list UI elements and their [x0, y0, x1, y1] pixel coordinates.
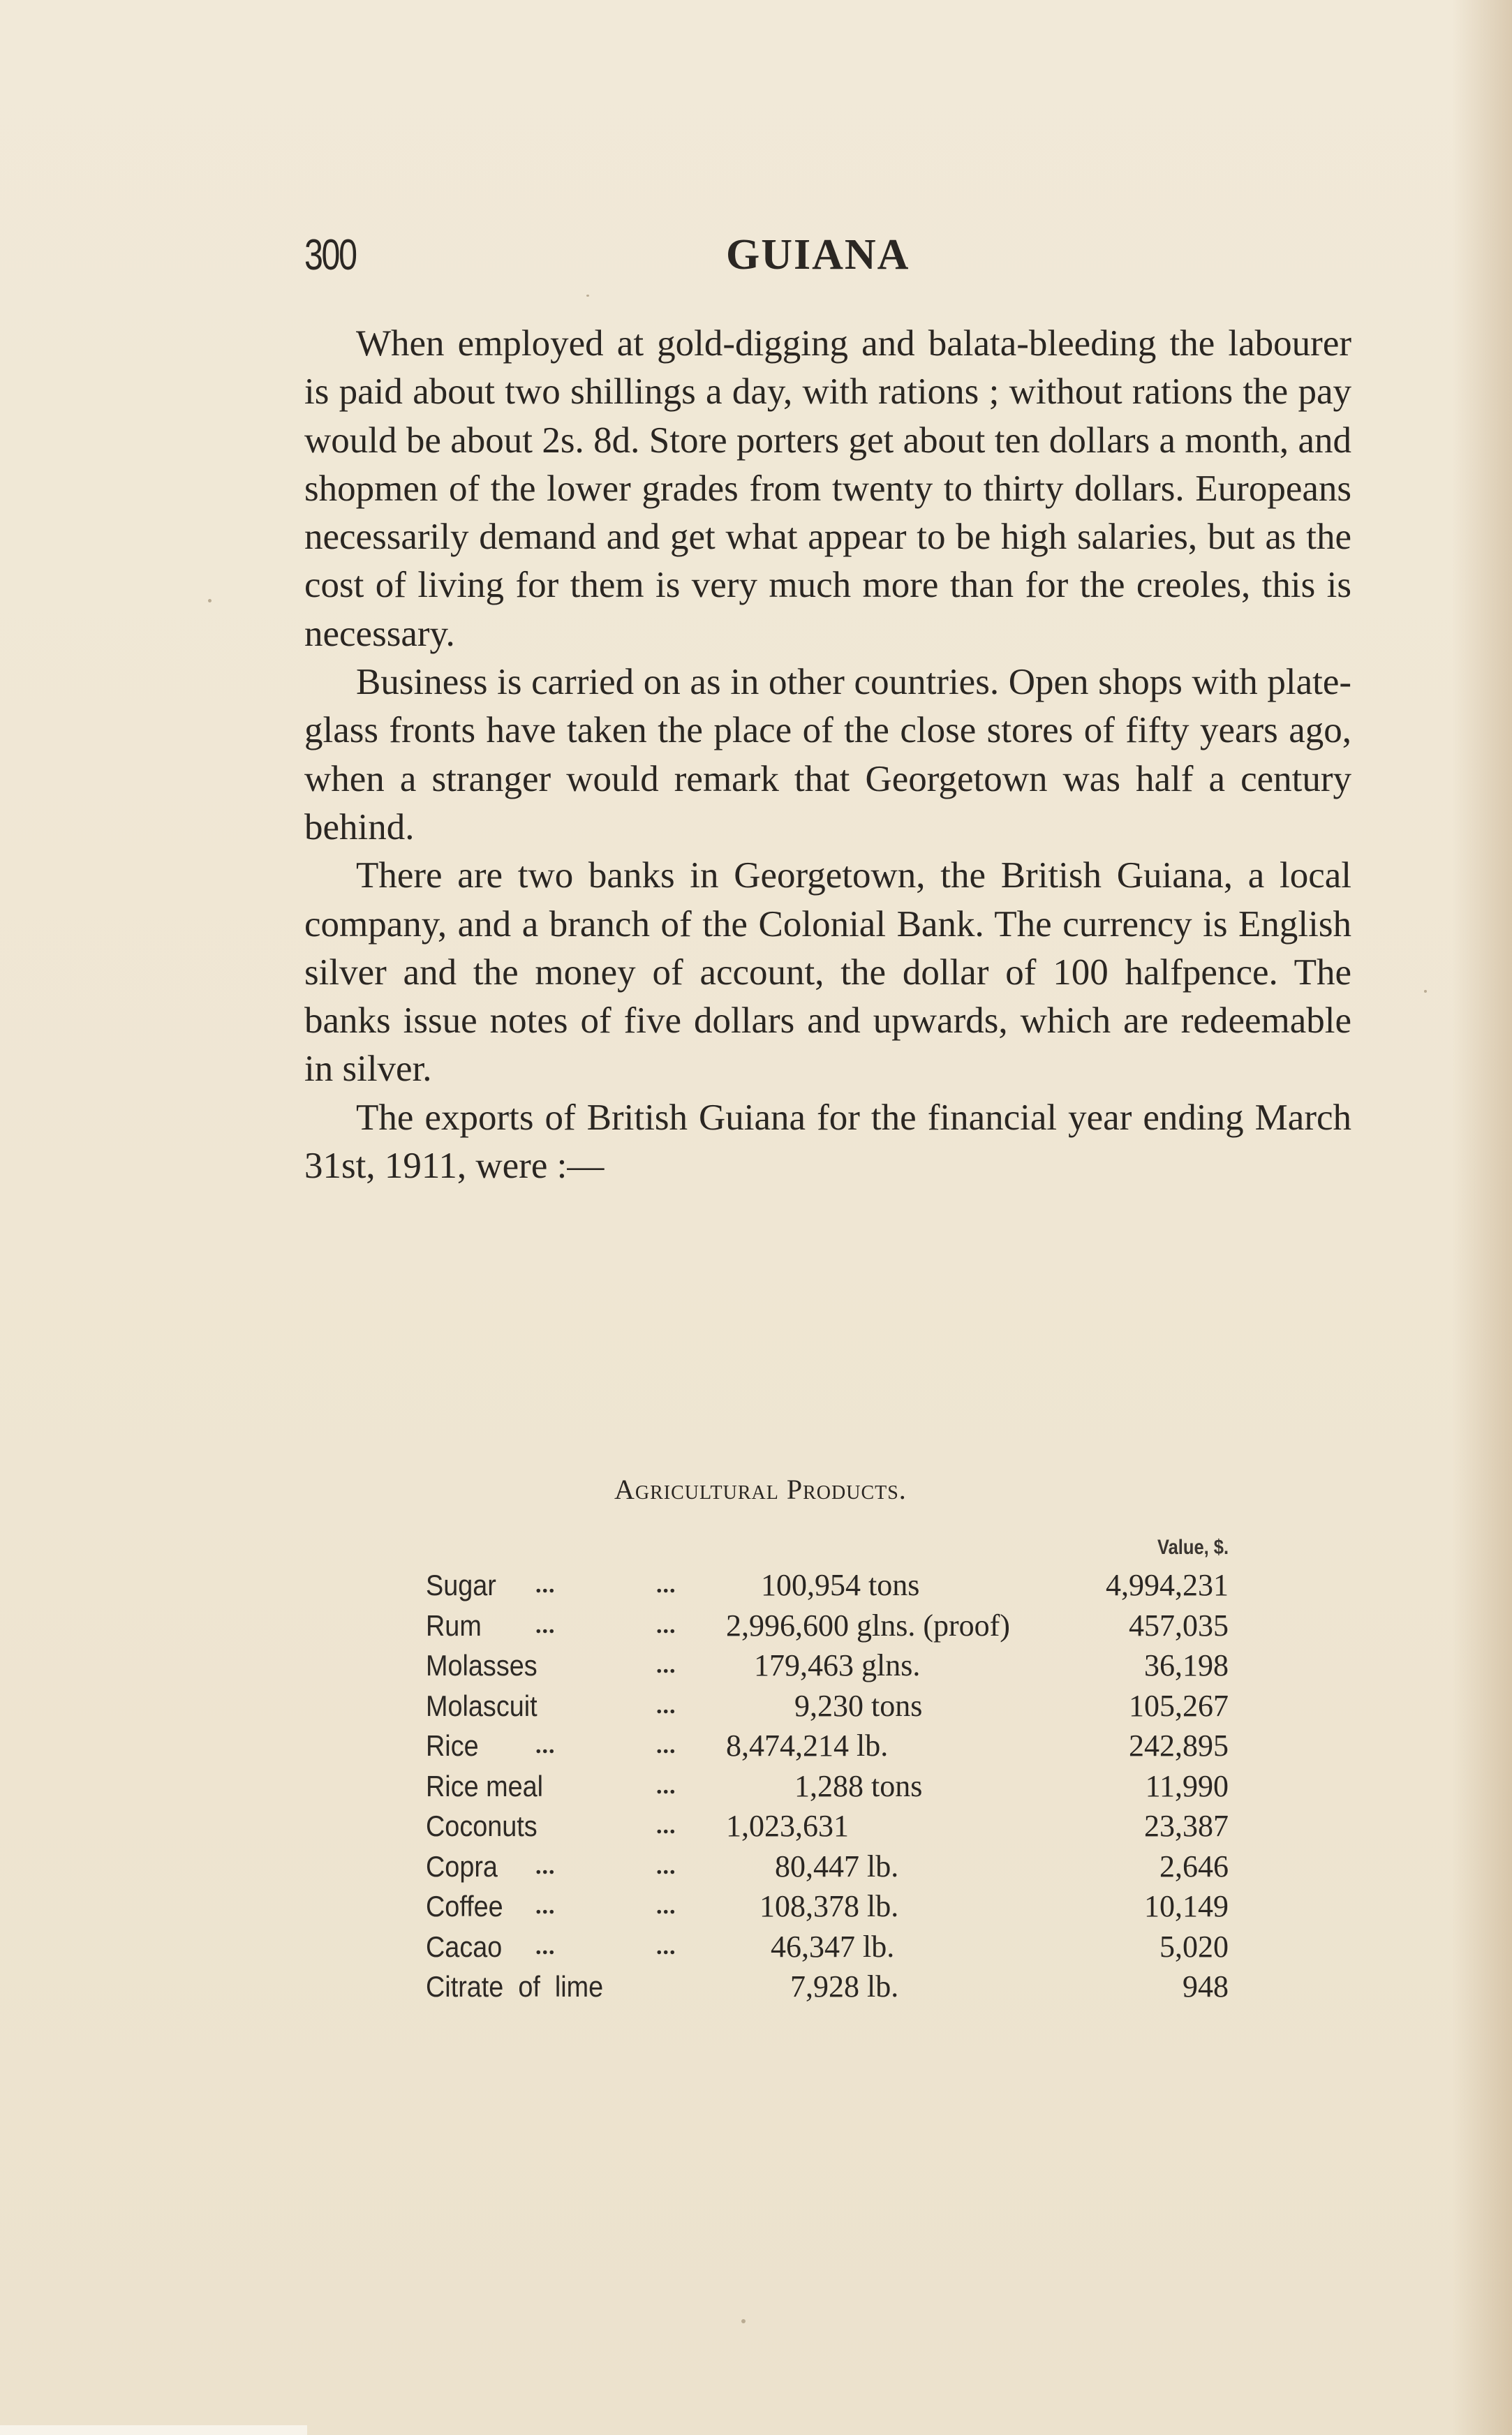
- product-name: Coconuts: [426, 1809, 538, 1842]
- scan-edge: [0, 2425, 307, 2435]
- table-row-coffee: [426, 1886, 1229, 1927]
- quantity: 7,928 lb.: [790, 1969, 899, 2004]
- quantity: 80,447 lb.: [775, 1849, 899, 1883]
- product-name: Coffee: [426, 1890, 503, 1923]
- leader-dots: ...: [535, 1572, 556, 1598]
- table-row-rice-meal: [426, 1766, 1229, 1807]
- value: 2,646: [1159, 1849, 1229, 1883]
- product-name: Rum: [426, 1608, 482, 1642]
- quantity: 9,230 tons: [794, 1688, 923, 1723]
- value: 10,149: [1144, 1889, 1229, 1923]
- quantity: 108,378 lb.: [759, 1889, 899, 1923]
- paragraph-exports-intro: The exports of British Guiana for the financial year ending March 31st, 1911, were :—: [304, 1097, 1351, 1187]
- paragraph-business: Business is carried on as in other countries. Open shops with plate-glass fronts have taken the place of the close stores of fifty years ago, when a stranger would remark that Georgetown was half a century behind.: [304, 662, 1351, 848]
- leader-dots: ...: [535, 1612, 556, 1638]
- body-text: [304, 320, 1351, 1190]
- value: 4,994,231: [1106, 1568, 1229, 1602]
- product-name: Molascuit: [426, 1689, 538, 1722]
- quantity: 1,023,631: [726, 1809, 849, 1843]
- page-header: [304, 230, 1351, 286]
- table-row-coconuts: [426, 1806, 1229, 1846]
- value: 5,020: [1159, 1929, 1229, 1964]
- quantity: 46,347 lb.: [771, 1929, 895, 1964]
- leader-dots: ...: [656, 1572, 676, 1598]
- quantity: 2,996,600 glns. (proof): [726, 1608, 1010, 1643]
- table-row-cacao: [426, 1927, 1229, 1967]
- value: 105,267: [1129, 1688, 1229, 1723]
- value: 948: [1183, 1969, 1229, 2004]
- table-title: Agricultural Products.: [614, 1474, 907, 1505]
- table-row-molasses: [426, 1645, 1229, 1686]
- leader-dots: ...: [656, 1933, 676, 1960]
- running-title: GUIANA: [726, 231, 910, 279]
- leader-dots: ...: [656, 1733, 676, 1759]
- quantity: 100,954 tons: [761, 1568, 920, 1602]
- product-name: Sugar: [426, 1569, 496, 1601]
- table-row-rice: [426, 1726, 1229, 1766]
- product-name: Molasses: [426, 1649, 538, 1682]
- product-name: Cacao: [426, 1930, 503, 1963]
- leader-dots: ...: [535, 1933, 556, 1960]
- value: 36,198: [1144, 1648, 1229, 1682]
- leader-dots: ...: [656, 1612, 676, 1638]
- table-row-rum: [426, 1606, 1229, 1646]
- table-row-citrate-of-lime: [426, 1967, 1229, 2007]
- paragraph-banks: There are two banks in Georgetown, the British Guiana, a local company, and a branch of the Colonial Bank. The currency is English silver and the money of account, the dollar of 100 halfpence. The banks issue notes of five dollars and upwards, which are redeemable in silver.: [304, 855, 1351, 1090]
- table-rows: [426, 1565, 1229, 2007]
- quantity: 179,463 glns.: [754, 1648, 921, 1682]
- table-row-copra: [426, 1846, 1229, 1887]
- product-name: Rice: [426, 1729, 479, 1762]
- table-row-molascuit: [426, 1686, 1229, 1726]
- value: 242,895: [1129, 1729, 1229, 1763]
- product-name: Rice meal: [426, 1769, 544, 1803]
- value-column-header: Value, $.: [1157, 1536, 1229, 1559]
- leader-dots: ...: [656, 1813, 676, 1839]
- leader-dots: ...: [656, 1772, 676, 1799]
- paragraph-wages: When employed at gold-digging and balata-bleeding the labourer is paid about two shillings a day, with rations ; without rations the pay would be about 2s. 8d. Store porters get about ten dollars a month, and shopmen of the lower grades from twenty to thirty dollars. Europeans necessarily demand and get what appear to be high salaries, but as the cost of living for them is very much more than for the creoles, this is necessary.: [304, 323, 1351, 654]
- page-number: 300: [304, 231, 356, 279]
- product-name: Citrate of lime: [426, 1970, 604, 2003]
- leader-dots: ...: [656, 1692, 676, 1719]
- quantity: 8,474,214 lb.: [726, 1729, 889, 1763]
- leader-dots: ...: [656, 1652, 676, 1678]
- value: 457,035: [1129, 1608, 1229, 1643]
- quantity: 1,288 tons: [794, 1768, 923, 1803]
- product-name: Copra: [426, 1849, 498, 1883]
- leader-dots: ...: [535, 1733, 556, 1759]
- leader-dots: ...: [535, 1893, 556, 1919]
- value: 11,990: [1145, 1768, 1229, 1803]
- table-row-sugar: [426, 1565, 1229, 1606]
- leader-dots: ...: [535, 1853, 556, 1879]
- leader-dots: ...: [656, 1893, 676, 1919]
- value: 23,387: [1144, 1809, 1229, 1843]
- leader-dots: ...: [656, 1853, 676, 1879]
